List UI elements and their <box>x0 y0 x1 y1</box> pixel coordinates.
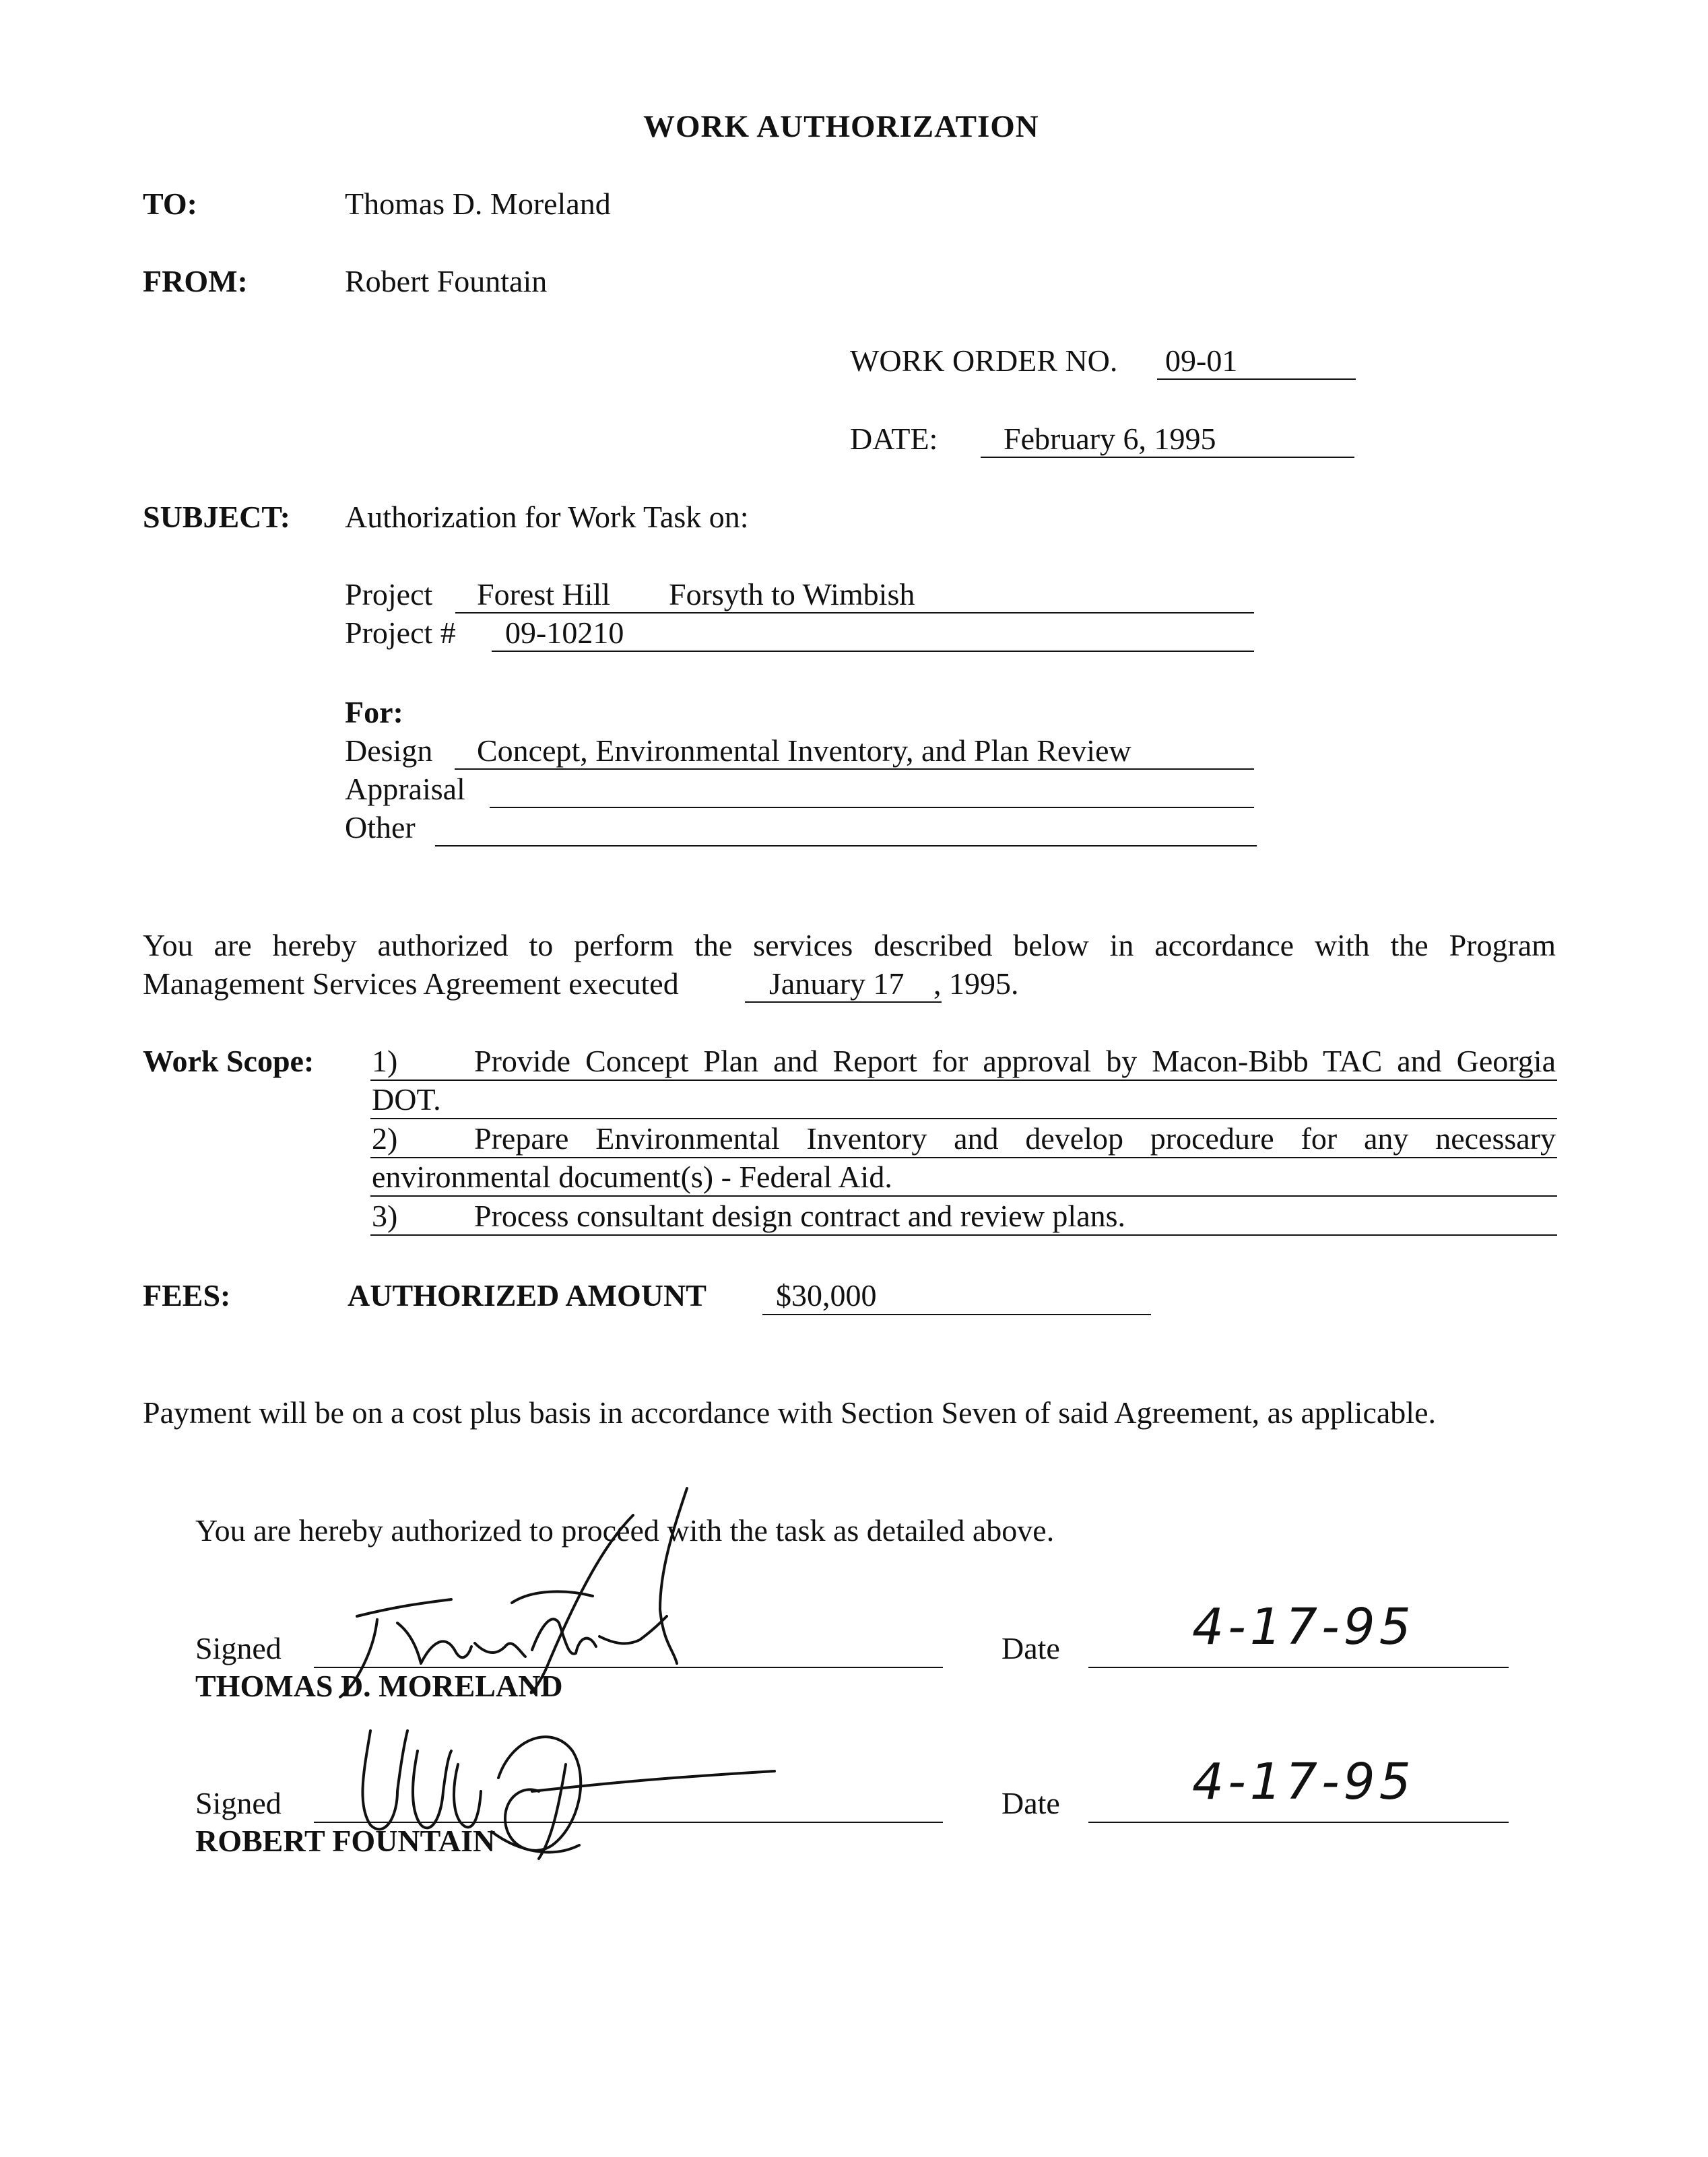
authorization-line-2-prefix: Management Services Agreement executed <box>143 966 679 1001</box>
work-scope-label: Work Scope: <box>143 1044 315 1078</box>
design-value: Concept, Environmental Inventory, and Plan Review <box>477 733 1131 768</box>
signature-fountain <box>337 1711 808 1859</box>
scope-item-1-line-1: Provide Concept Plan and Report for approval by Macon-Bibb TAC and Georgia <box>474 1044 1556 1078</box>
signer-name-1: THOMAS D. MORELAND <box>195 1669 563 1703</box>
for-label: For: <box>345 695 403 729</box>
scope-item-1-underline-1 <box>370 1080 1557 1081</box>
executed-date-value: January 17 <box>769 966 905 1001</box>
scope-item-2-line-2: environmental document(s) - Federal Aid. <box>372 1160 892 1194</box>
fees-label: FEES: <box>143 1278 231 1313</box>
document-title: WORK AUTHORIZATION <box>643 109 1039 144</box>
authorized-amount-value: $30,000 <box>776 1278 877 1313</box>
handwritten-date-2: 4-17-95 <box>1192 1753 1415 1811</box>
project-number-label: Project # <box>345 616 456 650</box>
scope-item-3-number: 3) <box>372 1199 398 1233</box>
design-label: Design <box>345 733 433 768</box>
date-label: DATE: <box>850 422 938 456</box>
project-label: Project <box>345 577 433 611</box>
date-line-2 <box>1088 1822 1509 1823</box>
appraisal-underline <box>490 807 1254 808</box>
authorization-line-1: You are hereby authorized to perform the services described below in accordance with the Program <box>143 928 1556 962</box>
project-number-value: 09-10210 <box>505 616 624 650</box>
date-underline <box>981 457 1354 458</box>
scope-item-2-number: 2) <box>372 1121 398 1156</box>
from-label: FROM: <box>143 264 248 298</box>
subject-label: SUBJECT: <box>143 500 290 534</box>
other-underline <box>435 845 1257 847</box>
scope-item-3-line-1: Process consultant design contract and review plans. <box>474 1199 1126 1233</box>
date-line-1 <box>1088 1667 1509 1668</box>
authorization-line-2-suffix: , 1995. <box>933 966 1019 1001</box>
proceed-text: You are hereby authorized to proceed with the task as detailed above. <box>195 1513 1055 1548</box>
appraisal-label: Appraisal <box>345 772 465 806</box>
to-label: TO: <box>143 187 197 221</box>
other-label: Other <box>345 810 416 844</box>
from-value: Robert Fountain <box>345 264 548 298</box>
signer-name-2: ROBERT FOUNTAIN <box>195 1824 496 1858</box>
project-name: Forest Hill <box>477 577 611 611</box>
authorized-amount-underline <box>762 1314 1151 1315</box>
date-value: February 6, 1995 <box>1004 422 1216 456</box>
design-underline <box>455 768 1254 770</box>
scope-item-1-number: 1) <box>372 1044 398 1078</box>
work-order-value: 09-01 <box>1165 343 1238 378</box>
to-value: Thomas D. Moreland <box>345 187 611 221</box>
subject-intro: Authorization for Work Task on: <box>345 500 749 534</box>
payment-text: Payment will be on a cost plus basis in accordance with Section Seven of said Agreement, as applicable. <box>143 1395 1436 1430</box>
scope-item-3-underline-1 <box>370 1234 1557 1236</box>
authorized-amount-label: AUTHORIZED AMOUNT <box>348 1278 707 1313</box>
project-segment: Forsyth to Wimbish <box>669 577 915 611</box>
project-underline <box>455 612 1254 613</box>
handwritten-date-1: 4-17-95 <box>1192 1598 1415 1656</box>
project-number-underline <box>492 651 1254 652</box>
executed-date-underline <box>745 1001 942 1003</box>
date-label-2: Date <box>1001 1786 1060 1820</box>
scope-item-2-line-1: Prepare Environmental Inventory and develop procedure for any necessary <box>474 1121 1556 1156</box>
work-order-label: WORK ORDER NO. <box>850 343 1118 378</box>
signed-label-1: Signed <box>195 1631 282 1665</box>
date-label-1: Date <box>1001 1631 1060 1665</box>
work-order-underline <box>1157 378 1356 380</box>
signature-moreland <box>310 1488 727 1731</box>
signed-label-2: Signed <box>195 1786 282 1820</box>
scope-item-1-line-2: DOT. <box>372 1082 441 1117</box>
scope-item-1-underline-2 <box>370 1118 1557 1119</box>
scope-item-2-underline-2 <box>370 1195 1557 1197</box>
